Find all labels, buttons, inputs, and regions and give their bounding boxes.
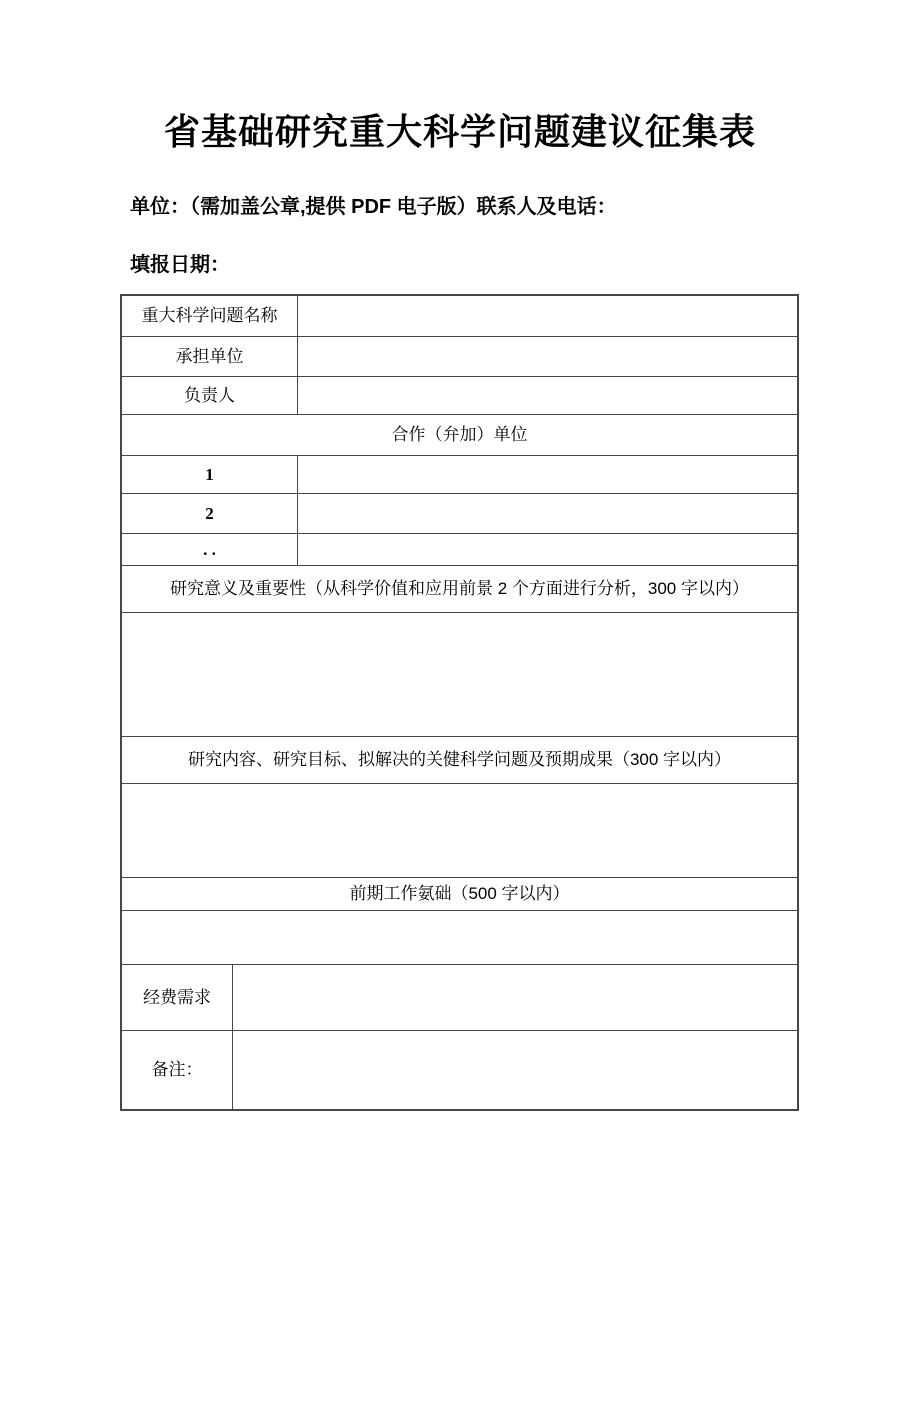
table-row-coop-2 bbox=[122, 493, 797, 533]
remarks-label: 备注： bbox=[122, 1031, 233, 1109]
problem-name-input[interactable] bbox=[298, 296, 797, 336]
table-row-significance-input bbox=[122, 612, 797, 736]
table-row-coop-1 bbox=[122, 455, 797, 493]
proposal-form-table bbox=[120, 294, 799, 1111]
remarks-input[interactable] bbox=[233, 1031, 797, 1109]
coop-1-number-label: 1 bbox=[122, 456, 298, 493]
leader-label: 负责人 bbox=[122, 377, 298, 414]
table-row-significance-header bbox=[122, 565, 797, 612]
content-header: 研究内容、研究目标、拟解决的关健科学问题及预期成果（300 字以内） bbox=[187, 750, 732, 770]
table-row-problem-name bbox=[122, 296, 797, 336]
significance-header: 研究意义及重要性（从科学价值和应用前景 2 个方面进行分析，300 字以内） bbox=[170, 579, 749, 599]
significance-input[interactable] bbox=[122, 613, 797, 736]
table-row-cooperation-header bbox=[122, 414, 797, 455]
coop-2-number-label: 2 bbox=[122, 494, 298, 533]
coop-more-input[interactable] bbox=[298, 534, 797, 565]
previous-work-input[interactable] bbox=[122, 911, 797, 964]
table-row-previous-work-header bbox=[122, 877, 797, 910]
fill-date-line: 填报日期： bbox=[130, 254, 230, 277]
leader-input[interactable] bbox=[298, 377, 797, 414]
page-title: 省基础研究重大科学问题建议征集表 bbox=[163, 111, 756, 152]
table-row-content-input bbox=[122, 783, 797, 877]
unit-contact-line: 单位：（需加盖公章,提供 PDF 电子版）联系人及电话： bbox=[130, 196, 617, 219]
undertaking-unit-label: 承担单位 bbox=[122, 337, 298, 376]
content-input[interactable] bbox=[122, 784, 797, 877]
table-row-leader bbox=[122, 376, 797, 414]
funding-input[interactable] bbox=[233, 965, 797, 1030]
funding-label: 经费需求 bbox=[122, 965, 233, 1030]
coop-more-label: . . bbox=[122, 534, 298, 565]
table-row-coop-more bbox=[122, 533, 797, 565]
table-row-funding bbox=[122, 964, 797, 1030]
coop-1-input[interactable] bbox=[298, 456, 797, 493]
table-row-content-header bbox=[122, 736, 797, 783]
cooperation-header: 合作（弁加）单位 bbox=[391, 425, 528, 445]
previous-work-header: 前期工作氨础（500 字以内） bbox=[349, 884, 570, 904]
undertaking-unit-input[interactable] bbox=[298, 337, 797, 376]
coop-2-input[interactable] bbox=[298, 494, 797, 533]
table-row-previous-work-input bbox=[122, 910, 797, 964]
table-row-undertaking-unit bbox=[122, 336, 797, 376]
table-row-remarks bbox=[122, 1030, 797, 1109]
document-page bbox=[0, 110, 920, 1111]
problem-name-label: 重大科学问题名称 bbox=[122, 296, 298, 336]
